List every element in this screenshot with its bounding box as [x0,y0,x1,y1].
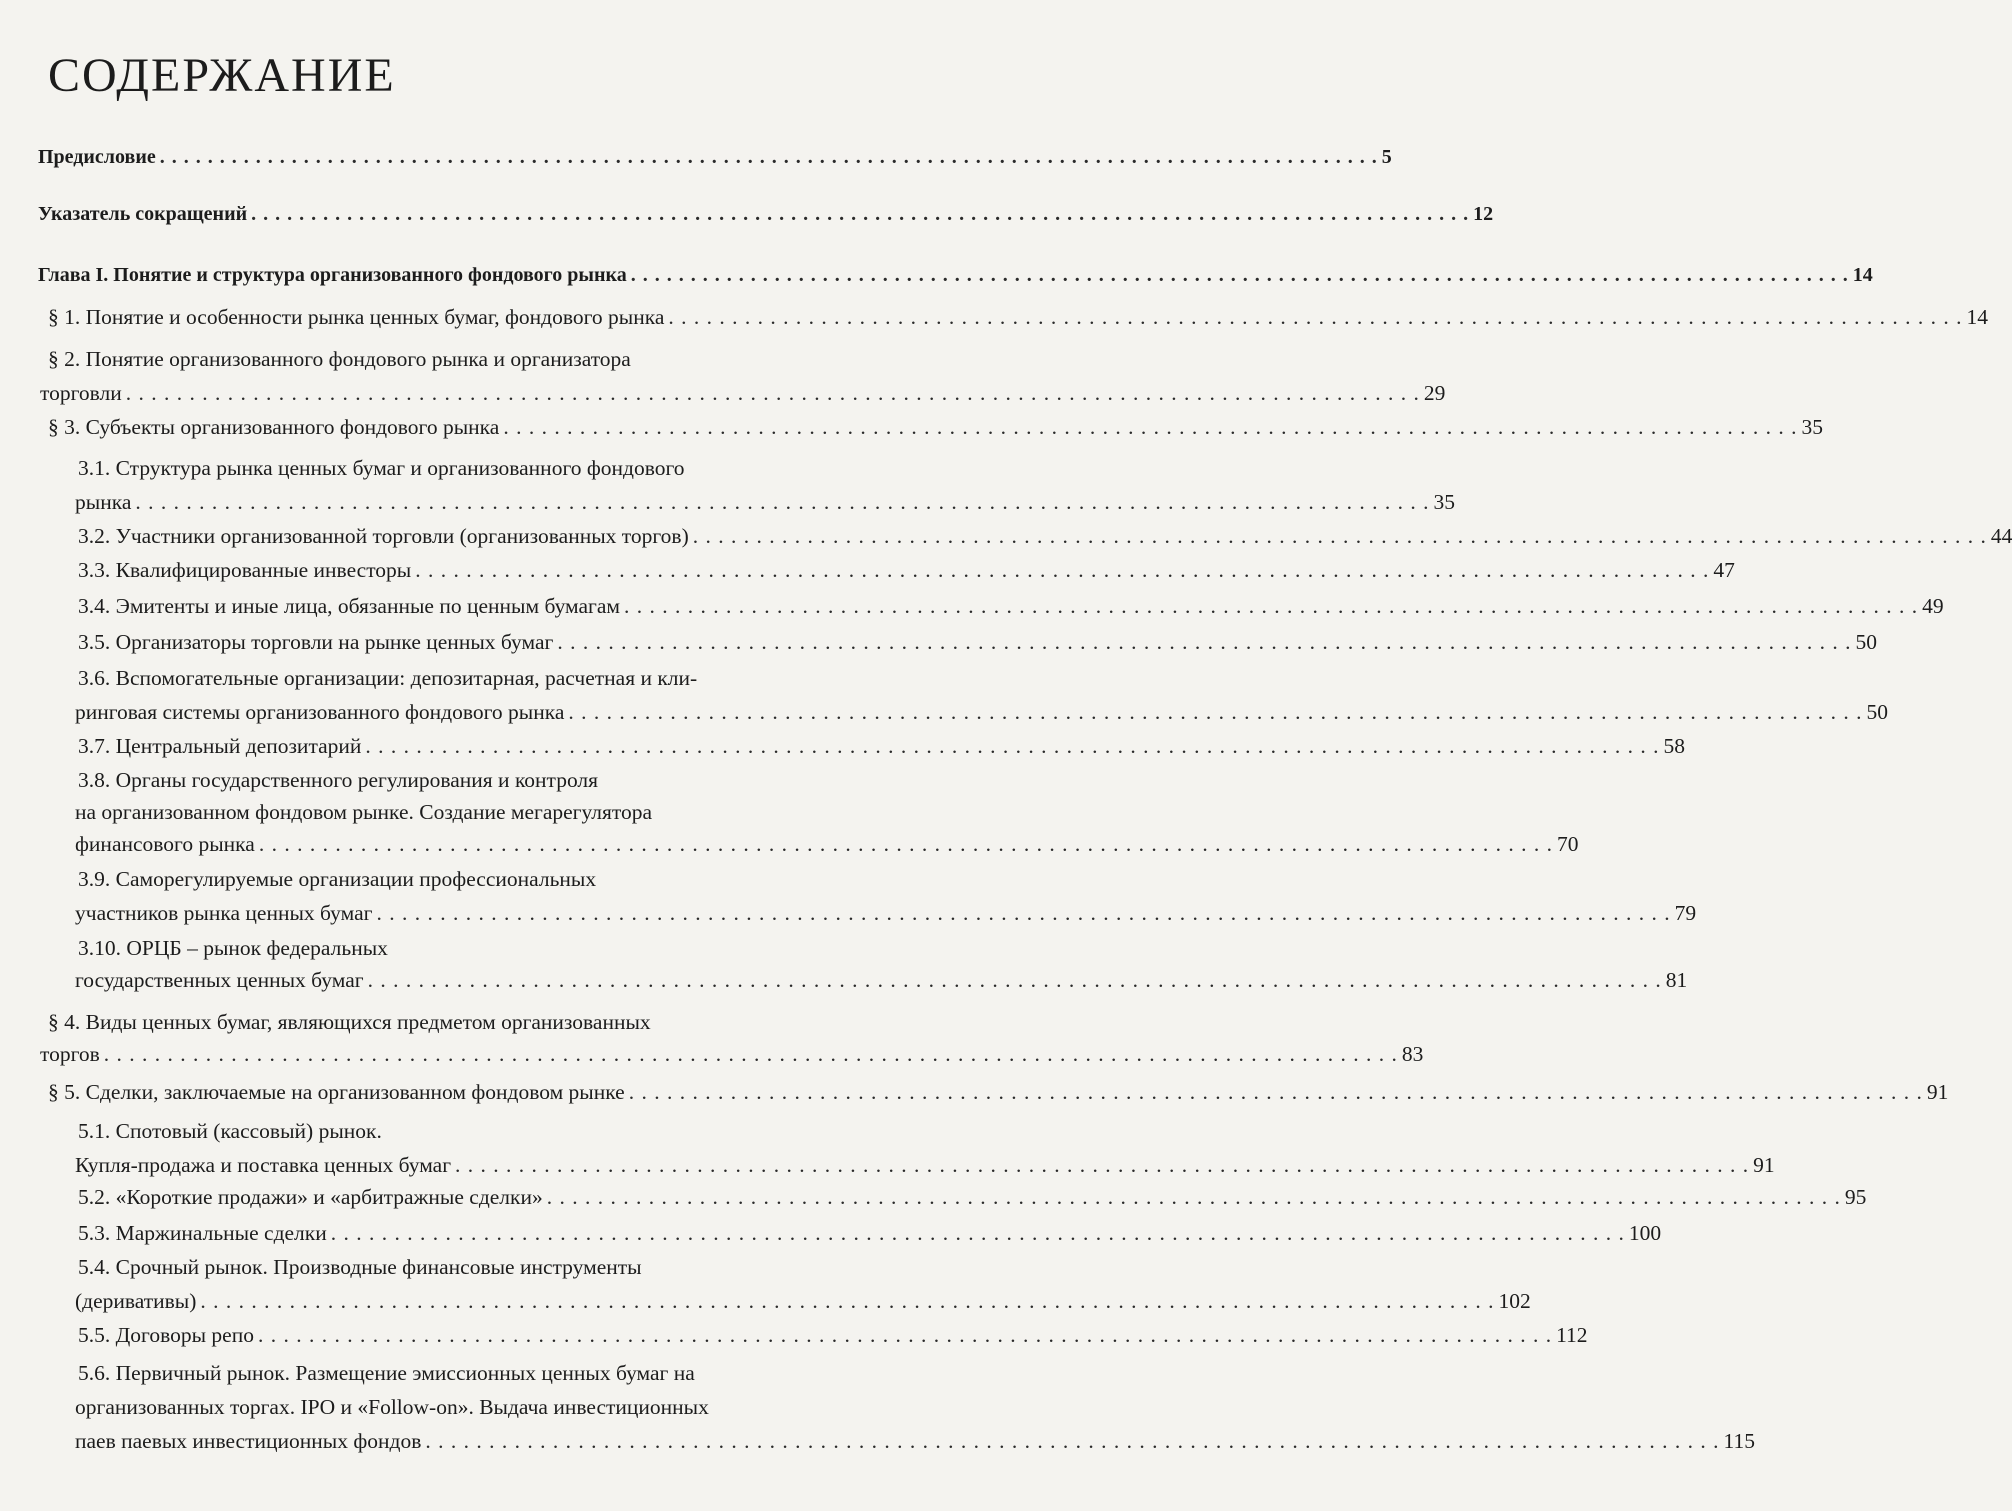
toc-entry-title: § 5. Сделки, заключаемые на организованном фондовом рынке [48,1080,625,1104]
toc-entry-title: 5.1. Спотовый (кассовый) рынок. [78,1119,382,1143]
dot-leader: . . . . . . . . . . . . . . . . . . . . . . . . . . . . . . . . . . . . . . . . . . . . . . . . . . . . . . . . . . . . . . . . . . . . . . . . . . . . . . . . . . . . . . . . . . . . . . . . . . . . . . [135,490,1430,514]
toc-page-number: 5 [1381,146,1392,168]
toc-page-number: 91 [1753,1153,1775,1177]
dot-leader: . . . . . . . . . . . . . . . . . . . . . . . . . . . . . . . . . . . . . . . . . . . . . . . . . . . . . . . . . . . . . . . . . . . . . . . . . . . . . . . . . . . . . . . . . . . . . . . . . . . . . . [425,1429,1720,1453]
toc-page-number: 44 [1990,524,2012,548]
toc-page-number: 79 [1674,901,1697,925]
toc-entry-title: рынка [75,490,132,514]
dot-leader: . . . . . . . . . . . . . . . . . . . . . . . . . . . . . . . . . . . . . . . . . . . . . . . . . . . . . . . . . . . . . . . . . . . . . . . . . . . . . . . . . . . . . . . . . . . . . . . . . . . . . . [668,305,1963,329]
toc-page-number: 12 [1473,203,1494,225]
toc-entry-title: (деривативы) [75,1289,197,1313]
toc-entry-title: Купля-продажа и поставка ценных бумаг [75,1153,452,1177]
toc-entry-title: 3.1. Структура рынка ценных бумаг и организованного фондового [78,456,685,480]
toc-page-number: 83 [1401,1042,1424,1066]
toc-page-number: 95 [1844,1185,1867,1209]
dot-leader: . . . . . . . . . . . . . . . . . . . . . . . . . . . . . . . . . . . . . . . . . . . . . . . . . . . . . . . . . . . . . . . . . . . . . . . . . . . . . . . . . . . . . . . . . . . . . . . . . . . . . . [628,1080,1923,1104]
toc-entry-title: Глава I. Понятие и структура организованного фондового рынка [38,264,627,286]
dot-leader: . . . . . . . . . . . . . . . . . . . . . . . . . . . . . . . . . . . . . . . . . . . . . . . . . . . . . . . . . . . . . . . . . . . . . . . . . . . . . . . . . . . . . . . . . . . . . . . . . . . . . . [103,1042,1398,1066]
toc-entry-title: 5.4. Срочный рынок. Производные финансовые инструменты [78,1255,642,1279]
toc-page-number: 29 [1423,381,1446,405]
toc-entry-title: торговли [40,381,122,405]
toc-entry-title: паев паевых инвестиционных фондов [75,1429,422,1453]
toc-page-number: 14 [1852,264,1873,286]
toc-page-number: 58 [1663,734,1686,758]
dot-leader: . . . . . . . . . . . . . . . . . . . . . . . . . . . . . . . . . . . . . . . . . . . . . . . . . . . . . . . . . . . . . . . . . . . . . . . . . . . . . . . . . . . . . . . . . . . . . . . . . . . . . . [159,146,1378,168]
toc-page-number: 115 [1723,1429,1755,1453]
dot-leader: . . . . . . . . . . . . . . . . . . . . . . . . . . . . . . . . . . . . . . . . . . . . . . . . . . . . . . . . . . . . . . . . . . . . . . . . . . . . . . . . . . . . . . . . . . . . . . . . . . . . . . [125,381,1420,405]
toc-page-number: 50 [1855,630,1877,654]
toc-entry-title: 3.7. Центральный депозитарий [78,734,362,758]
dot-leader: . . . . . . . . . . . . . . . . . . . . . . . . . . . . . . . . . . . . . . . . . . . . . . . . . . . . . . . . . . . . . . . . . . . . . . . . . . . . . . . . . . . . . . . . . . . . . . . . . . . . . . [251,203,1470,225]
toc-page-number: 100 [1628,1221,1662,1245]
toc-entry-title: ринговая системы организованного фондового рынка [75,700,565,724]
page-title: СОДЕРЖАНИЕ [48,49,396,102]
toc-entry-title: торгов [40,1042,100,1066]
toc-page-number: 35 [1801,415,1823,439]
dot-leader: . . . . . . . . . . . . . . . . . . . . . . . . . . . . . . . . . . . . . . . . . . . . . . . . . . . . . . . . . . . . . . . . . . . . . . . . . . . . . . . . . . . . . . . . . . . . . . . . . . . . . . [455,1153,1750,1177]
toc-entry-title: Указатель сокращений [38,203,248,225]
toc-page-number: 35 [1433,490,1455,514]
dot-leader: . . . . . . . . . . . . . . . . . . . . . . . . . . . . . . . . . . . . . . . . . . . . . . . . . . . . . . . . . . . . . . . . . . . . . . . . . . . . . . . . . . . . . . . . . . . . . . . . . . . . . . [367,968,1662,992]
dot-leader: . . . . . . . . . . . . . . . . . . . . . . . . . . . . . . . . . . . . . . . . . . . . . . . . . . . . . . . . . . . . . . . . . . . . . . . . . . . . . . . . . . . . . . . . . . . . . . . . . . . . . . [258,832,1553,856]
toc-page-number: 70 [1556,832,1579,856]
dot-leader: . . . . . . . . . . . . . . . . . . . . . . . . . . . . . . . . . . . . . . . . . . . . . . . . . . . . . . . . . . . . . . . . . . . . . . . . . . . . . . . . . . . . . . . . . . . . . . . . . . . . . . [415,558,1710,582]
toc-entry-title: 3.3. Квалифицированные инвесторы [78,558,412,582]
toc-entry-title: участников рынка ценных бумаг [75,901,373,925]
toc-entry-title: § 1. Понятие и особенности рынка ценных бумаг, фондового рынка [48,305,665,329]
toc-entry-title: 3.10. ОРЦБ – рынок федеральных [78,936,388,960]
toc-entry-title: 5.5. Договоры репо [78,1323,254,1347]
dot-leader: . . . . . . . . . . . . . . . . . . . . . . . . . . . . . . . . . . . . . . . . . . . . . . . . . . . . . . . . . . . . . . . . . . . . . . . . . . . . . . . . . . . . . . . . . . . . . . . . . . . . . . [503,415,1798,439]
toc-page-number: 102 [1498,1289,1531,1313]
toc-entry-title: § 4. Виды ценных бумаг, являющихся предметом организованных [48,1010,651,1034]
toc-entry-title: организованных торгах. IPO и «Follow-on». Выдача инвестиционных [75,1395,709,1419]
dot-leader: . . . . . . . . . . . . . . . . . . . . . . . . . . . . . . . . . . . . . . . . . . . . . . . . . . . . . . . . . . . . . . . . . . . . . . . . . . . . . . . . . . . . . . . . . . . . . . . . . . . . . . [546,1185,1841,1209]
toc-page-number: 81 [1665,968,1688,992]
toc-entry-title: государственных ценных бумаг [75,968,364,992]
dot-leader: . . . . . . . . . . . . . . . . . . . . . . . . . . . . . . . . . . . . . . . . . . . . . . . . . . . . . . . . . . . . . . . . . . . . . . . . . . . . . . . . . . . . . . . . . . . . . . . . . . . . . . [330,1221,1625,1245]
dot-leader: . . . . . . . . . . . . . . . . . . . . . . . . . . . . . . . . . . . . . . . . . . . . . . . . . . . . . . . . . . . . . . . . . . . . . . . . . . . . . . . . . . . . . . . . . . . . . . . . . . . . . . [692,524,1987,548]
dot-leader: . . . . . . . . . . . . . . . . . . . . . . . . . . . . . . . . . . . . . . . . . . . . . . . . . . . . . . . . . . . . . . . . . . . . . . . . . . . . . . . . . . . . . . . . . . . . . . . . . . . . . . [557,630,1852,654]
dot-leader: . . . . . . . . . . . . . . . . . . . . . . . . . . . . . . . . . . . . . . . . . . . . . . . . . . . . . . . . . . . . . . . . . . . . . . . . . . . . . . . . . . . . . . . . . . . . . . . . . . . . . . [624,594,1919,618]
dot-leader: . . . . . . . . . . . . . . . . . . . . . . . . . . . . . . . . . . . . . . . . . . . . . . . . . . . . . . . . . . . . . . . . . . . . . . . . . . . . . . . . . . . . . . . . . . . . . . . . . . . . . . [257,1323,1553,1347]
toc-entry-title: на организованном фондовом рынке. Создание мегарегулятора [75,800,653,824]
toc-page-number: 91 [1926,1080,1949,1104]
dot-leader: . . . . . . . . . . . . . . . . . . . . . . . . . . . . . . . . . . . . . . . . . . . . . . . . . . . . . . . . . . . . . . . . . . . . . . . . . . . . . . . . . . . . . . . . . . . . . . . . . . . . . . [200,1289,1495,1313]
toc-page-number: 49 [1922,594,1944,618]
toc-page-number: 14 [1966,305,1989,329]
toc-entry-title: финансового рынка [75,832,255,856]
toc-entry-title: 3.4. Эмитенты и иные лица, обязанные по ценным бумагам [78,594,621,618]
dot-leader: . . . . . . . . . . . . . . . . . . . . . . . . . . . . . . . . . . . . . . . . . . . . . . . . . . . . . . . . . . . . . . . . . . . . . . . . . . . . . . . . . . . . . . . . . . . . . . . . . . . . . . [376,901,1671,925]
toc-entry-title: 3.9. Саморегулируемые организации профессиональных [78,867,597,891]
toc-entry-title: § 2. Понятие организованного фондового рынка и организатора [48,347,631,371]
toc-page-number: 50 [1866,700,1889,724]
toc-page-number: 47 [1713,558,1735,582]
toc-entry-title: 3.8. Органы государственного регулирования и контроля [78,768,599,792]
dot-leader: . . . . . . . . . . . . . . . . . . . . . . . . . . . . . . . . . . . . . . . . . . . . . . . . . . . . . . . . . . . . . . . . . . . . . . . . . . . . . . . . . . . . . . . . . . . . . . . . . . . . . . [365,734,1660,758]
toc-entry-title: 3.2. Участники организованной торговли (организованных торгов) [78,524,689,548]
toc-entry-title: 5.2. «Короткие продажи» и «арбитражные сделки» [78,1185,543,1209]
toc-entry-title: 5.3. Маржинальные сделки [78,1221,327,1245]
toc-entry-title: Предисловие [38,146,156,168]
toc-entry-title: 3.6. Вспомогательные организации: депозитарная, расчетная и кли- [78,666,698,690]
dot-leader: . . . . . . . . . . . . . . . . . . . . . . . . . . . . . . . . . . . . . . . . . . . . . . . . . . . . . . . . . . . . . . . . . . . . . . . . . . . . . . . . . . . . . . . . . . . . . . . . . . . . . . [568,700,1863,724]
dot-leader: . . . . . . . . . . . . . . . . . . . . . . . . . . . . . . . . . . . . . . . . . . . . . . . . . . . . . . . . . . . . . . . . . . . . . . . . . . . . . . . . . . . . . . . . . . . . . . . . . . . . . . [630,264,1849,286]
toc-entry-title: 5.6. Первичный рынок. Размещение эмиссионных ценных бумаг на [78,1361,695,1385]
toc-entry-title: § 3. Субъекты организованного фондового рынка [48,415,500,439]
toc-entry-title: 3.5. Организаторы торговли на рынке ценных бумаг [78,630,554,654]
toc-page-number: 112 [1556,1323,1588,1347]
